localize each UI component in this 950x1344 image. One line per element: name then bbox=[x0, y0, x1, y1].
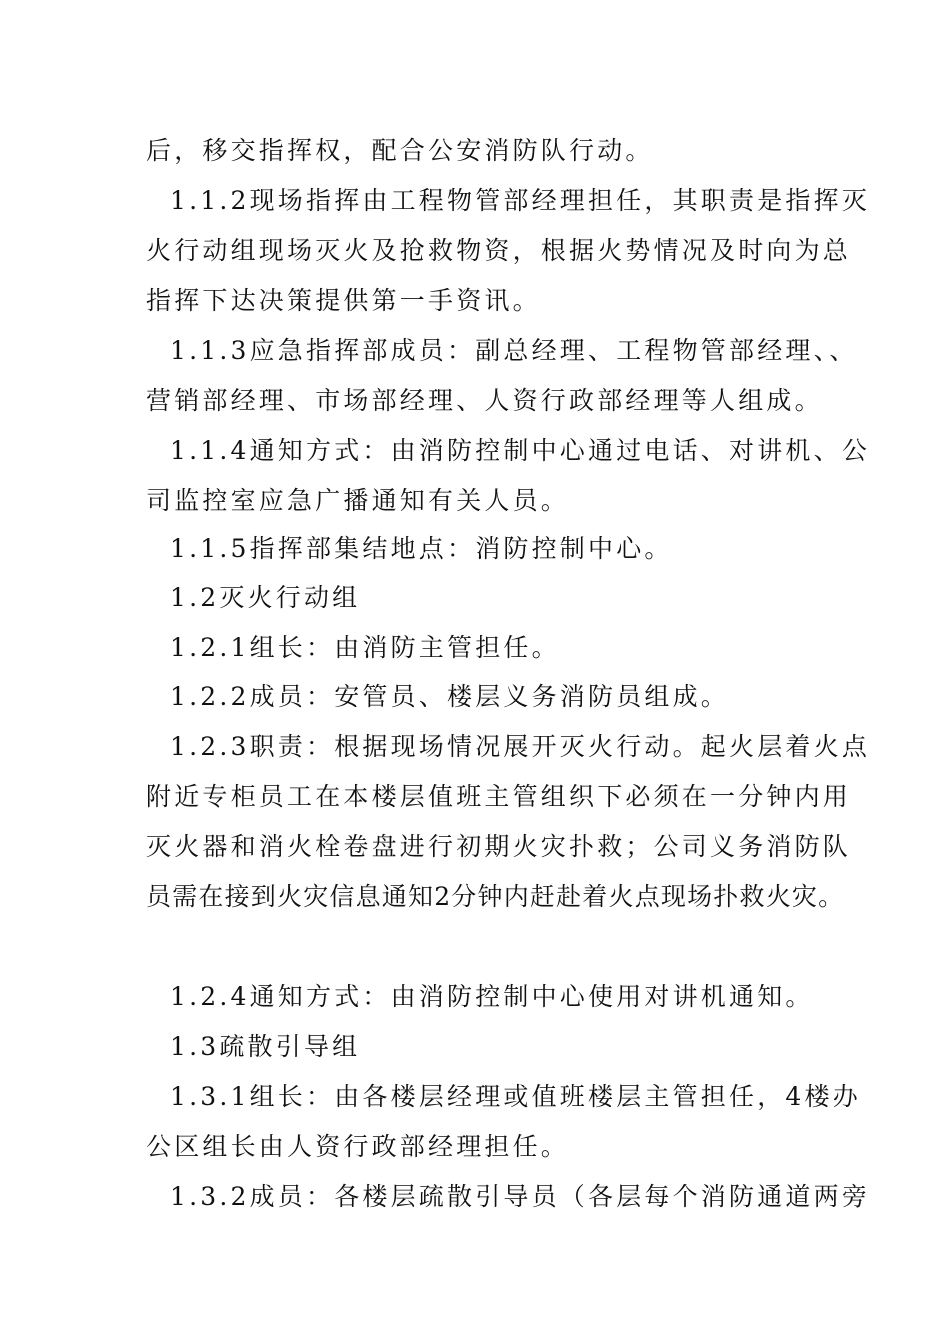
text-line: 1.2.1组长：由消防主管担任。 bbox=[170, 633, 560, 662]
text-line: 1.1.2现场指挥由工程物管部经理担任，其职责是指挥灭 bbox=[170, 186, 871, 215]
section-heading: 1.3疏散引导组 bbox=[170, 1032, 361, 1061]
section-heading: 1.2灭火行动组 bbox=[170, 583, 361, 612]
text-line: 指挥下达决策提供第一手资讯。 bbox=[146, 286, 541, 315]
text-line: 1.1.3应急指挥部成员：副总经理、工程物管部经理、、 bbox=[170, 336, 858, 365]
text-line: 灭火器和消火栓卷盘进行初期火灾扑救；公司义务消防队 bbox=[146, 832, 852, 861]
text-line: 员需在接到火灾信息通知2分钟内赶赴着火点现场扑救火灾。 bbox=[146, 882, 845, 911]
text-line: 1.1.4通知方式：由消防控制中心通过电话、对讲机、公 bbox=[170, 436, 871, 465]
text-line: 1.2.4通知方式：由消防控制中心使用对讲机通知。 bbox=[170, 982, 814, 1011]
text-line: 附近专柜员工在本楼层值班主管组织下必须在一分钟内用 bbox=[146, 782, 852, 811]
text-line: 营销部经理、市场部经理、人资行政部经理等人组成。 bbox=[146, 386, 823, 415]
text-line: 公区组长由人资行政部经理担任。 bbox=[146, 1132, 570, 1161]
text-line: 1.2.3职责：根据现场情况展开灭火行动。起火层着火点 bbox=[170, 732, 871, 761]
text-line: 1.2.2成员：安管员、楼层义务消防员组成。 bbox=[170, 682, 730, 711]
text-line: 1.3.2成员：各楼层疏散引导员（各层每个消防通道两旁 bbox=[170, 1182, 871, 1211]
text-line: 后，移交指挥权，配合公安消防队行动。 bbox=[146, 136, 654, 165]
text-line: 1.1.5指挥部集结地点：消防控制中心。 bbox=[170, 534, 673, 563]
text-line: 火行动组现场灭火及抢救物资，根据火势情况及时向为总 bbox=[146, 236, 852, 265]
text-line: 司监控室应急广播通知有关人员。 bbox=[146, 486, 570, 515]
text-line: 1.3.1组长：由各楼层经理或值班楼层主管担任，4楼办 bbox=[170, 1082, 861, 1111]
